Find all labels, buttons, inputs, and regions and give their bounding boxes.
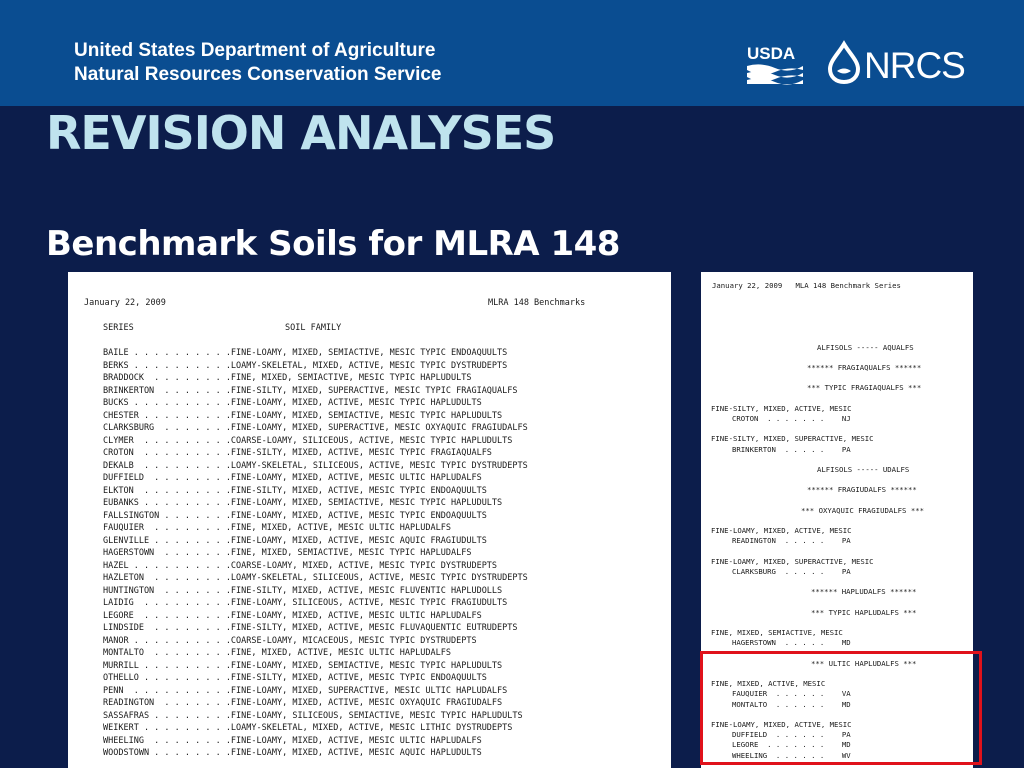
agency-header-bar [0, 0, 1024, 106]
water-drop-icon [830, 44, 858, 82]
nrcs-logo [826, 42, 965, 86]
slide-title: REVISION ANALYSES [46, 106, 556, 160]
series-row: DUFFIELD . . . . . . . .FINE-LOAMY, MIXED, ACTIVE, MESIC ULTIC HAPLUDALFS [103, 473, 482, 483]
taxonomy-line: BRINKERTON . . . . . PA [732, 444, 851, 454]
series-row: ELKTON . . . . . . . . .FINE-SILTY, MIXED, ACTIVE, MESIC TYPIC ENDOAQUULTS [103, 485, 487, 496]
agency-name-line1: United States Department of Agriculture [74, 40, 436, 61]
usda-logo-text: USDA [747, 44, 796, 63]
series-row: BERKS . . . . . . . . . .LOAMY-SKELETAL, MIXED, ACTIVE, MESIC TYPIC DYSTRUDEPTS [103, 360, 508, 371]
series-row: FALLSINGTON . . . . . . .FINE-LOAMY, MIXED, ACTIVE, MESIC TYPIC ENDOAQUULTS [103, 510, 487, 521]
doc-date: January 22, 2009 [84, 298, 166, 308]
taxonomy-line: ****** HAPLUDALFS ****** [811, 587, 917, 597]
series-row: LINDSIDE . . . . . . . .FINE-SILTY, MIXED, ACTIVE, MESIC FLUVAQUENTIC EUTRUDEPTS [103, 623, 518, 633]
series-row: BAILE . . . . . . . . . .FINE-LOAMY, MIXED, SEMIACTIVE, MESIC TYPIC ENDOAQUULTS [103, 348, 508, 358]
column-header-soil-family: SOIL FAMILY [285, 323, 342, 333]
taxonomy-line: FINE-LOAMY, MIXED, SUPERACTIVE, MESIC [711, 556, 874, 566]
taxonomy-line: FINE-LOAMY, MIXED, ACTIVE, MESIC [711, 526, 852, 536]
series-row: LAIDIG . . . . . . . . .FINE-LOAMY, SILICEOUS, ACTIVE, MESIC TYPIC FRAGIUDULTS [103, 598, 508, 608]
taxonomy-line: *** TYPIC FRAGIAQUALFS *** [807, 383, 922, 393]
series-row: CLARKSBURG . . . . . . .FINE-LOAMY, MIXED, SUPERACTIVE, MESIC OXYAQUIC FRAGIUDALFS [103, 423, 528, 433]
nrcs-logo-text: NRCS [864, 45, 965, 86]
taxonomy-line: ****** FRAGIUDALFS ****** [807, 485, 917, 495]
taxonomy-line: WHEELING . . . . . . WV [732, 750, 851, 760]
series-row: EUBANKS . . . . . . . . .FINE-LOAMY, MIXED, SEMIACTIVE, MESIC TYPIC HAPLUDULTS [103, 498, 503, 508]
series-row: HAZEL . . . . . . . . . .COARSE-LOAMY, MIXED, ACTIVE, MESIC TYPIC DYSTRUDEPTS [103, 560, 498, 571]
series-row: CLYMER . . . . . . . . .COARSE-LOAMY, SILICEOUS, ACTIVE, MESIC TYPIC HAPLUDULTS [103, 435, 513, 446]
taxonomy-line: MONTALTO . . . . . . MD [732, 699, 851, 709]
taxonomy-line: ****** FRAGIAQUALFS ****** [807, 362, 922, 372]
taxonomy-line: *** TYPIC HAPLUDALFS *** [811, 607, 917, 617]
taxonomy-line: HAGERSTOWN . . . . . MD [732, 638, 851, 648]
highlight-box [700, 651, 982, 765]
series-row: BRINKERTON . . . . . . .FINE-SILTY, MIXED, SUPERACTIVE, MESIC TYPIC FRAGIAQUALFS [103, 385, 518, 396]
series-row: CHESTER . . . . . . . . .FINE-LOAMY, MIXED, SEMIACTIVE, MESIC TYPIC HAPLUDULTS [103, 410, 503, 421]
series-row: MONTALTO . . . . . . . .FINE, MIXED, ACTIVE, MESIC ULTIC HAPLUDALFS [103, 648, 451, 658]
taxonomy-line: FINE, MIXED, SEMIACTIVE, MESIC [711, 628, 843, 638]
taxonomy-line: CROTON . . . . . . . NJ [732, 413, 851, 423]
taxonomy-line: READINGTON . . . . . PA [732, 536, 851, 546]
series-row: SASSAFRAS . . . . . . . .FINE-LOAMY, SILICEOUS, SEMIACTIVE, MESIC TYPIC HAPLUDULTS [103, 710, 523, 721]
taxonomy-line: ALFISOLS ----- AQUALFS [817, 342, 914, 352]
taxonomy-line: *** ULTIC HAPLUDALFS *** [811, 658, 917, 668]
benchmarks-document [68, 272, 671, 768]
taxonomy-line: FINE-SILTY, MIXED, SUPERACTIVE, MESIC [711, 434, 874, 444]
taxonomy-line: DUFFIELD . . . . . . PA [732, 730, 851, 740]
series-row: PENN . . . . . . . . . .FINE-LOAMY, MIXED, SUPERACTIVE, MESIC ULTIC HAPLUDALFS [103, 685, 508, 696]
series-row: HAZLETON . . . . . . . .LOAMY-SKELETAL, SILICEOUS, ACTIVE, MESIC TYPIC DYSTRUDEPTS [103, 573, 528, 583]
taxonomy-doc-header: January 22, 2009 MLA 148 Benchmark Series [712, 281, 901, 290]
series-row: WEIKERT . . . . . . . . .LOAMY-SKELETAL, MIXED, ACTIVE, MESIC LITHIC DYSTRUDEPTS [103, 723, 513, 733]
series-row: OTHELLO . . . . . . . . .FINE-SILTY, MIXED, ACTIVE, MESIC TYPIC ENDOAQUULTS [103, 673, 487, 683]
series-row: MURRILL . . . . . . . . .FINE-LOAMY, MIXED, SEMIACTIVE, MESIC TYPIC HAPLUDULTS [103, 660, 503, 671]
taxonomy-line: FAUQUIER . . . . . . VA [732, 689, 851, 699]
taxonomy-line: ALFISOLS ----- UDALFS [817, 464, 910, 474]
slide-subtitle: Benchmark Soils for MLRA 148 [46, 224, 620, 264]
series-row: MANOR . . . . . . . . . .COARSE-LOAMY, MICACEOUS, MESIC TYPIC DYSTRUDEPTS [103, 635, 477, 646]
series-row: GLENVILLE . . . . . . . .FINE-LOAMY, MIXED, ACTIVE, MESIC AQUIC FRAGIUDULTS [103, 535, 487, 546]
taxonomy-line: LEGORE . . . . . . . MD [732, 740, 851, 750]
series-row: HAGERSTOWN . . . . . . .FINE, MIXED, SEMIACTIVE, MESIC TYPIC HAPLUDALFS [103, 548, 472, 558]
series-row: CROTON . . . . . . . . .FINE-SILTY, MIXED, ACTIVE, MESIC TYPIC FRAGIAQUALFS [103, 448, 492, 458]
taxonomy-line: FINE, MIXED, ACTIVE, MESIC [711, 679, 826, 689]
series-row: LEGORE . . . . . . . . .FINE-LOAMY, MIXED, ACTIVE, MESIC ULTIC HAPLUDALFS [103, 610, 482, 621]
usda-logo [747, 44, 803, 84]
column-header-series: SERIES [103, 323, 134, 333]
taxonomy-line: FINE-LOAMY, MIXED, ACTIVE, MESIC [711, 719, 852, 729]
series-row: FAUQUIER . . . . . . . .FINE, MIXED, ACTIVE, MESIC ULTIC HAPLUDALFS [103, 523, 451, 533]
taxonomy-line: CLARKSBURG . . . . . PA [732, 566, 851, 576]
taxonomy-line: FINE-SILTY, MIXED, ACTIVE, MESIC [711, 403, 852, 413]
agency-name-line2: Natural Resources Conservation Service [74, 64, 442, 85]
series-row: BRADDOCK . . . . . . . .FINE, MIXED, SEMIACTIVE, MESIC TYPIC HAPLUDULTS [103, 373, 472, 383]
series-row: HUNTINGTON . . . . . . .FINE-SILTY, MIXED, ACTIVE, MESIC FLUVENTIC HAPLUDOLLS [103, 585, 503, 596]
taxonomy-line: *** OXYAQUIC FRAGIUDALFS *** [801, 505, 925, 515]
doc-heading: MLRA 148 Benchmarks [488, 298, 586, 308]
series-row: BUCKS . . . . . . . . . .FINE-LOAMY, MIXED, ACTIVE, MESIC TYPIC HAPLUDULTS [103, 398, 482, 408]
series-row: WHEELING . . . . . . . .FINE-LOAMY, MIXED, ACTIVE, MESIC ULTIC HAPLUDALFS [103, 735, 482, 746]
series-row: DEKALB . . . . . . . . .LOAMY-SKELETAL, SILICEOUS, ACTIVE, MESIC TYPIC DYSTRUDEPTS [103, 460, 528, 471]
series-row: READINGTON . . . . . . .FINE-LOAMY, MIXED, ACTIVE, MESIC OXYAQUIC FRAGIUDALFS [103, 698, 503, 708]
series-row: WOODSTOWN . . . . . . . .FINE-LOAMY, MIXED, ACTIVE, MESIC AQUIC HAPLUDULTS [103, 748, 482, 758]
